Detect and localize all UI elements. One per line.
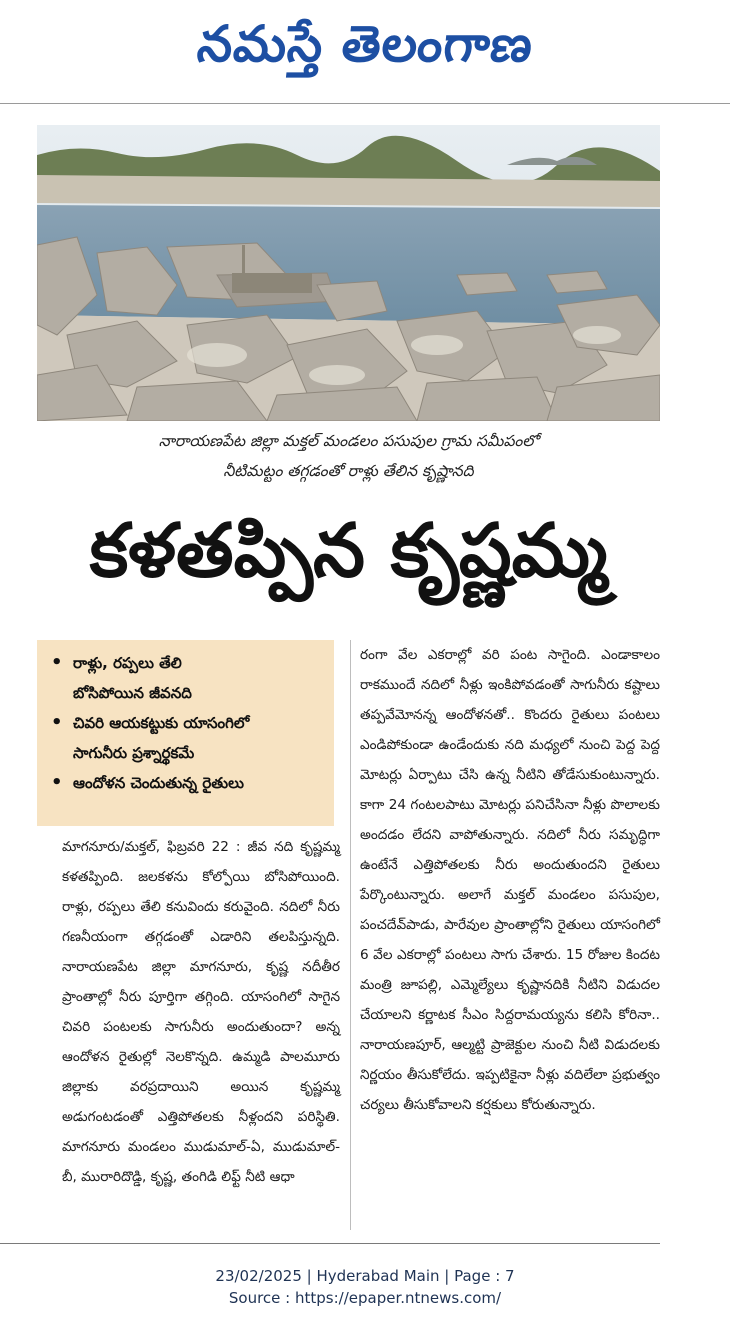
highlight-text: ఆందోళన చెందుతున్న రైతులు [73,774,244,792]
newspaper-logo: నమస్తే తెలంగాణ [194,14,537,73]
bullet-icon: • [51,712,63,733]
highlight-item [51,708,326,738]
photo-caption [37,426,660,486]
highlight-text: బోసిపోయిన జీవనది [73,684,192,702]
caption-line: నీటిమట్టం తగ్గడంతో రాళ్లు తేలిన కృష్ణానది [223,462,474,480]
edition-info: 23/02/2025 | Hyderabad Main | Page : 7 [215,1267,515,1285]
highlight-item [51,648,326,678]
caption-line: నారాయణపేట జిల్లా మక్తల్ మండలం పసుపుల గ్రామ సమీపంలో [158,432,539,450]
river-rocks-photo [37,125,660,421]
column-divider [350,640,351,1230]
bullet-icon: • [51,652,63,673]
highlight-text: రాళ్లు, రప్పలు తేలి [73,654,182,672]
highlight-item [51,768,326,798]
footer [0,1265,730,1309]
highlights-box [37,640,334,826]
footer-divider [0,1243,660,1244]
article-body-right: రంగా వేల ఎకరాల్లో వరి పంట సాగైంది. ఎండాకాలం రాకముందే నదిలో నీళ్లు ఇంకిపోవడంతో సాగునీరు కష్టాలు తప్పవేమోనన్న ఆందోళనతో.. కొందరు రైతులు పంటలు ఎండిపోకుండా ఉండేందుకు నది మధ్యలో నుంచి పెద్ద పెద్ద మోటర్లు ఏర్పాటు చేసి ఉన్న నీటిని తోడేసుకుంటున్నారు. కాగా 24 గంటలపాటు మోటర్లు పనిచేసినా నీళ్లు పొలాలకు అందడం లేదని వాపోతున్నారు. నదిలో నీరు సమృద్ధిగా ఉంటేనే ఎత్తిపోతలకు నీరు అందుతుందని రైతులు పేర్కొంటున్నారు. అలాగే మక్తల్ మండలం పసుపుల, పంచదేవ్‌పాడు, పారేవుల ప్రాంతాల్లోని రైతులు యాసంగిలో 6 వేల ఎకరాల్లో పంటలు సాగు చేశారు. 15 రోజుల కిందట మంత్రి జూపల్లి, ఎమ్మెల్యేలు కృష్ణానదికి నీటిని విడుదల చేయాలని కర్ణాటక సీఎం సిద్దరామయ్యను కలిసి కోరినా.. నారాయణపూర్, ఆల్మట్టి ప్రాజెక్టుల నుంచి నీటి విడుదలకు నిర్ణయం తీసుకోలేదు. ఇప్పటికైనా నీళ్లు వదిలేలా ప్రభుత్వం చర్యలు తీసుకోవాలని కర్షకులు కోరుతున్నారు. [360,647,660,1113]
headline: కళతప్పిన కృష్ణమ్మ [89,508,608,594]
masthead [0,0,730,100]
highlight-text: చివరి ఆయకట్టుకు యాసంగిలో [73,714,250,732]
masthead-divider [0,103,730,104]
source-link[interactable]: Source : https://epaper.ntnews.com/ [228,1289,502,1307]
highlight-text: సాగునీరు ప్రశ్నార్థకమే [73,744,195,762]
bullet-icon: • [51,772,63,793]
article-body-left: మాగనూరు/మక్తల్, ఫిబ్రవరి 22 : జీవ నది కృష్ణమ్మ కళతప్పింది. జలకళను కోల్పోయి బోసిపోయింది. రాళ్లు, రప్పలు తేలి కనువిందు కరువైంది. నదిలో నీరు గణనీయంగా తగ్గడంతో ఎడారిని తలపిస్తున్నది. నారాయణపేట జిల్లా మాగనూరు, కృష్ణ నదీతీర ప్రాంతాల్లో నీరు పూర్తిగా తగ్గింది. యాసంగిలో సాగైన చివరి పంటలకు సాగునీరు అందుతుందా? అన్న ఆందోళన రైతుల్లో నెలకొన్నది. ఉమ్మడి పాలమూరు జిల్లాకు వరప్రదాయిని అయిన కృష్ణమ్మ అడుగంటడంతో ఎత్తిపోతలకు నీళ్లందని పరిస్థితి. మాగనూరు మండలం ముడుమాల్-ఏ, ముడుమాల్-బీ, మురారిదొడ్డి, కృష్ణ, తంగిడి లిఫ్ట్ నీటి ఆధా [62,839,340,1185]
